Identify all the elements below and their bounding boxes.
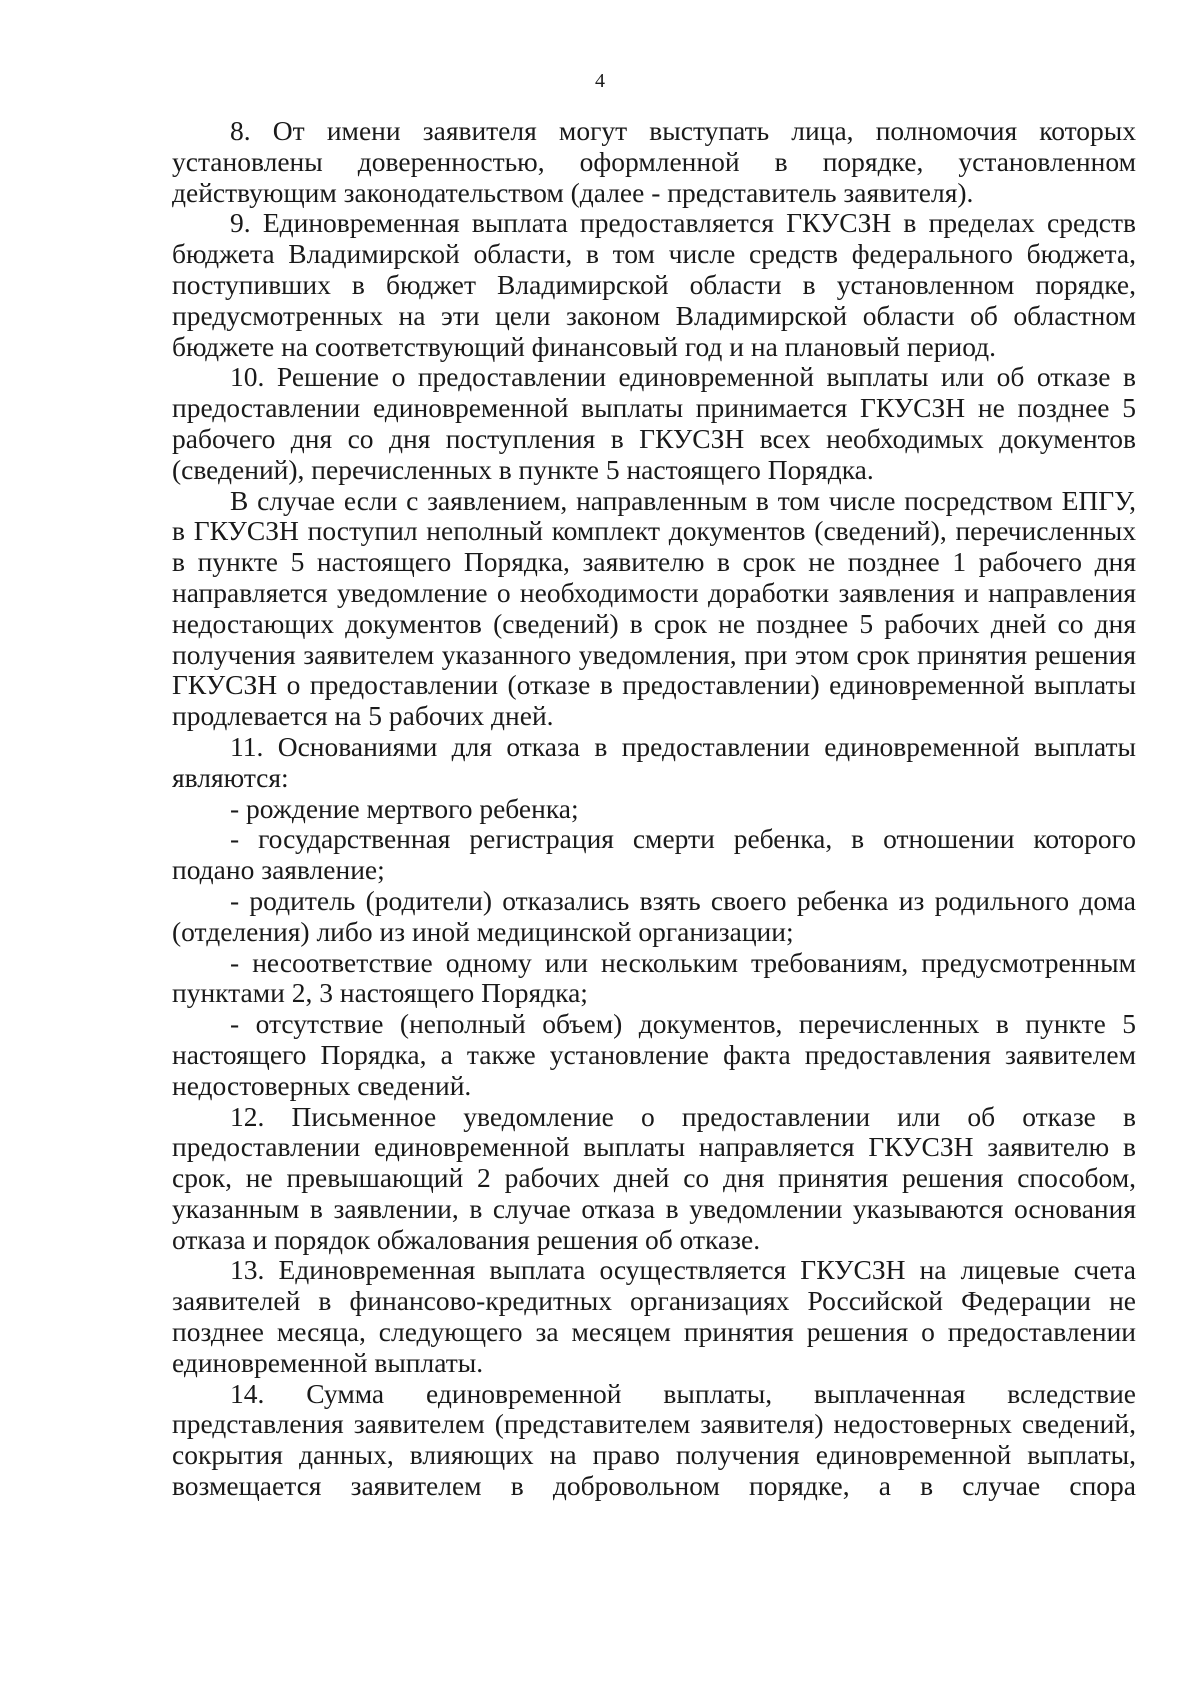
- refusal-reason-death-registration: - государственная регистрация смерти ребенка, в отношении которого подано заявление;: [172, 823, 1136, 886]
- refusal-reason-stillbirth: - рождение мертвого ребенка;: [230, 792, 579, 824]
- refusal-reason-requirements-mismatch: - несоответствие одному или нескольким требованиям, предусмотренным пунктами 2, 3 настоящего Порядка;: [172, 946, 1136, 1009]
- paragraph-12: 12. Письменное уведомление о предоставлении или об отказе в предоставлении единовременной выплаты направляется ГКУСЗН заявителю в срок, не превышающий 2 рабочих дней со дня принятия решения способом, указанным в заявлении, в случае отказа в уведомлении указываются основания отказа и порядок обжалования решения об отказе.: [172, 1100, 1136, 1255]
- paragraph-11: 11. Основаниями для отказа в предоставлении единовременной выплаты являются:: [172, 730, 1136, 793]
- paragraph-14: 14. Сумма единовременной выплаты, выплаченная вследствие представления заявителем (представителем заявителя) недостоверных сведений, сокрытия данных, влияющих на право получения единовременной выплаты, возмещается заявителем в добровольном порядке, а в случае спора: [172, 1377, 1136, 1502]
- paragraph-10-incomplete-documents: В случае если с заявлением, направленным в том числе посредством ЕПГУ, в ГКУСЗН поступил неполный комплект документов (сведений), перечисленных в пункте 5 настоящего Порядка, заявителю в срок не позднее 1 рабочего дня направляется уведомление о необходимости доработки заявления и направления недостающих документов (сведений) в срок не позднее 5 рабочих дней со дня получения заявителем указанного уведомления, при этом срок принятия решения ГКУСЗН о предоставлении (отказе в предоставлении) единовременной выплаты продлевается на 5 рабочих дней.: [172, 484, 1136, 732]
- refusal-reason-missing-documents: - отсутствие (неполный объем) документов, перечисленных в пункте 5 настоящего Порядка, а также установление факта предоставления заявителем недостоверных сведений.: [172, 1008, 1136, 1101]
- paragraph-13: 13. Единовременная выплата осуществляется ГКУСЗН на лицевые счета заявителей в финансово-кредитных организациях Российской Федерации не позднее месяца, следующего за месяцем принятия решения о предоставлении единовременной выплаты.: [172, 1254, 1136, 1378]
- paragraph-9: 9. Единовременная выплата предоставляется ГКУСЗН в пределах средств бюджета Владимирской области, в том числе средств федерального бюджета, поступивших в бюджет Владимирской области в установленном порядке, предусмотренных на эти цели законом Владимирской области об областном бюджете на соответствующий финансовый год и на плановый период.: [172, 207, 1136, 362]
- refusal-reason-parents-refused: - родитель (родители) отказались взять своего ребенка из родильного дома (отделения) либо из иной медицинской организации;: [172, 884, 1136, 947]
- document-body: [172, 116, 1136, 1502]
- paragraph-8: 8. От имени заявителя могут выступать лица, полномочия которых установлены доверенностью, оформленной в порядке, установленном действующим законодательством (далее - представитель заявителя).: [172, 115, 1136, 208]
- page-number: 4: [595, 70, 605, 92]
- paragraph-10: 10. Решение о предоставлении единовременной выплаты или об отказе в предоставлении единовременной выплаты принимается ГКУСЗН не позднее 5 рабочего дня со дня поступления в ГКУСЗН всех необходимых документов (сведений), перечисленных в пункте 5 настоящего Порядка.: [172, 361, 1136, 485]
